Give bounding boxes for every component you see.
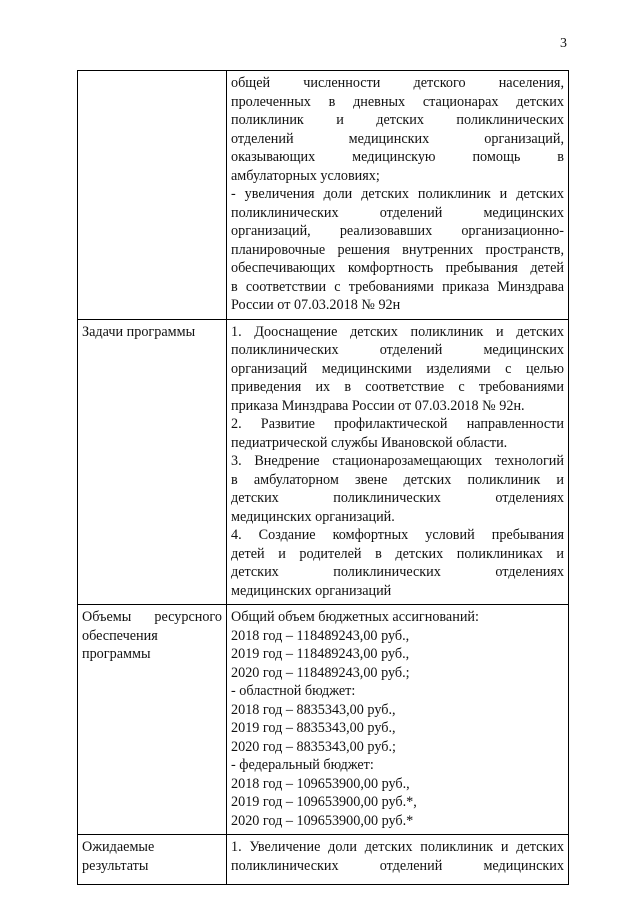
text-line: поликлинических отделений медицинских (231, 857, 564, 874)
text-line: 2018 год – 8835343,00 руб., (231, 701, 396, 718)
text-line: медицинских организаций. (231, 508, 395, 525)
program-passport-table (77, 70, 569, 885)
text-line: отделений медицинских организаций, (231, 130, 564, 147)
row-label: Объемы ресурсного (82, 609, 222, 625)
row-content-cell (227, 605, 569, 835)
text-line: приказа Минздрава России от 07.03.2018 № 92н. (231, 397, 525, 414)
row-label-cell (78, 319, 227, 605)
text-line: медицинских организаций (231, 582, 392, 599)
text-line: России от 07.03.2018 № 92н (231, 297, 401, 313)
row-label: обеспечения (82, 627, 158, 644)
page-number: 3 (560, 36, 567, 51)
text-line: детей и родителей в детских поликлиниках и (231, 545, 564, 562)
table-row (78, 71, 569, 320)
text-line: амбулаторных условиях; (231, 167, 380, 184)
text-line: в амбулаторном звене детских поликлиник и (231, 471, 564, 488)
text-line: 2019 год – 109653900,00 руб.*, (231, 794, 417, 810)
table-row (78, 319, 569, 605)
text-line: общей численности детского населения, (231, 75, 564, 91)
text-line: поликлинических отделений медицинских (231, 342, 564, 358)
text-line: 2019 год – 8835343,00 руб., (231, 720, 396, 736)
row-content-cell (227, 71, 569, 320)
text-line: - областной бюджет: (231, 683, 356, 699)
text-line: поликлиник и детских поликлинических (231, 112, 564, 128)
text-line: 2020 год – 109653900,00 руб.* (231, 812, 414, 829)
text-line: в соответствии с требованиями приказа Минздрава (231, 278, 564, 295)
text-line: обеспечивающих комфортность пребывания детей (231, 260, 564, 276)
row-content-cell (227, 319, 569, 605)
text-line: детских поликлинических отделениях (231, 564, 564, 580)
text-line: 2020 год – 8835343,00 руб.; (231, 738, 396, 755)
table-row (78, 605, 569, 835)
text-line: оказывающих медицинскую помощь в (231, 149, 564, 165)
text-line: пролеченных в дневных стационарах детских (231, 93, 564, 110)
row-label-cell (78, 835, 227, 885)
text-line: 2018 год – 118489243,00 руб., (231, 627, 410, 644)
row-label-cell (78, 605, 227, 835)
text-line: 2018 год – 109653900,00 руб., (231, 775, 410, 792)
text-line: - увеличения доли детских поликлиник и детских (231, 186, 564, 202)
text-line: 2. Развитие профилактической направленности (231, 416, 564, 432)
text-line: Общий объем бюджетных ассигнований: (231, 609, 479, 625)
row-label: Ожидаемые (82, 839, 155, 855)
text-line: детских поликлинических отделениях (231, 490, 564, 506)
text-line: педиатрической службы Ивановской области. (231, 434, 508, 451)
text-line: 1. Увеличение доли детских поликлиник и детских (231, 839, 564, 855)
row-content-cell (227, 835, 569, 885)
text-line: 2019 год – 118489243,00 руб., (231, 646, 410, 662)
text-line: организаций, реализовавших организационно- (231, 223, 564, 239)
text-line: поликлинических отделений медицинских (231, 204, 564, 221)
text-line: 4. Создание комфортных условий пребывания (231, 527, 564, 543)
row-label: программы (82, 646, 151, 662)
text-line: 1. Дооснащение детских поликлиник и детских (231, 323, 564, 340)
text-line: планировочные решения внутренних пространств, (231, 241, 564, 258)
row-label: результаты (82, 857, 149, 874)
table-row (78, 835, 569, 885)
text-line: - федеральный бюджет: (231, 757, 374, 773)
row-label-cell (78, 71, 227, 320)
row-label: Задачи программы (82, 323, 196, 340)
text-line: 3. Внедрение стационарозамещающих технологий (231, 453, 564, 469)
text-line: организаций медицинскими изделиями с целью (231, 360, 564, 377)
text-line: приведения их в соответствие с требованиями (231, 379, 564, 395)
text-line: 2020 год – 118489243,00 руб.; (231, 664, 410, 681)
